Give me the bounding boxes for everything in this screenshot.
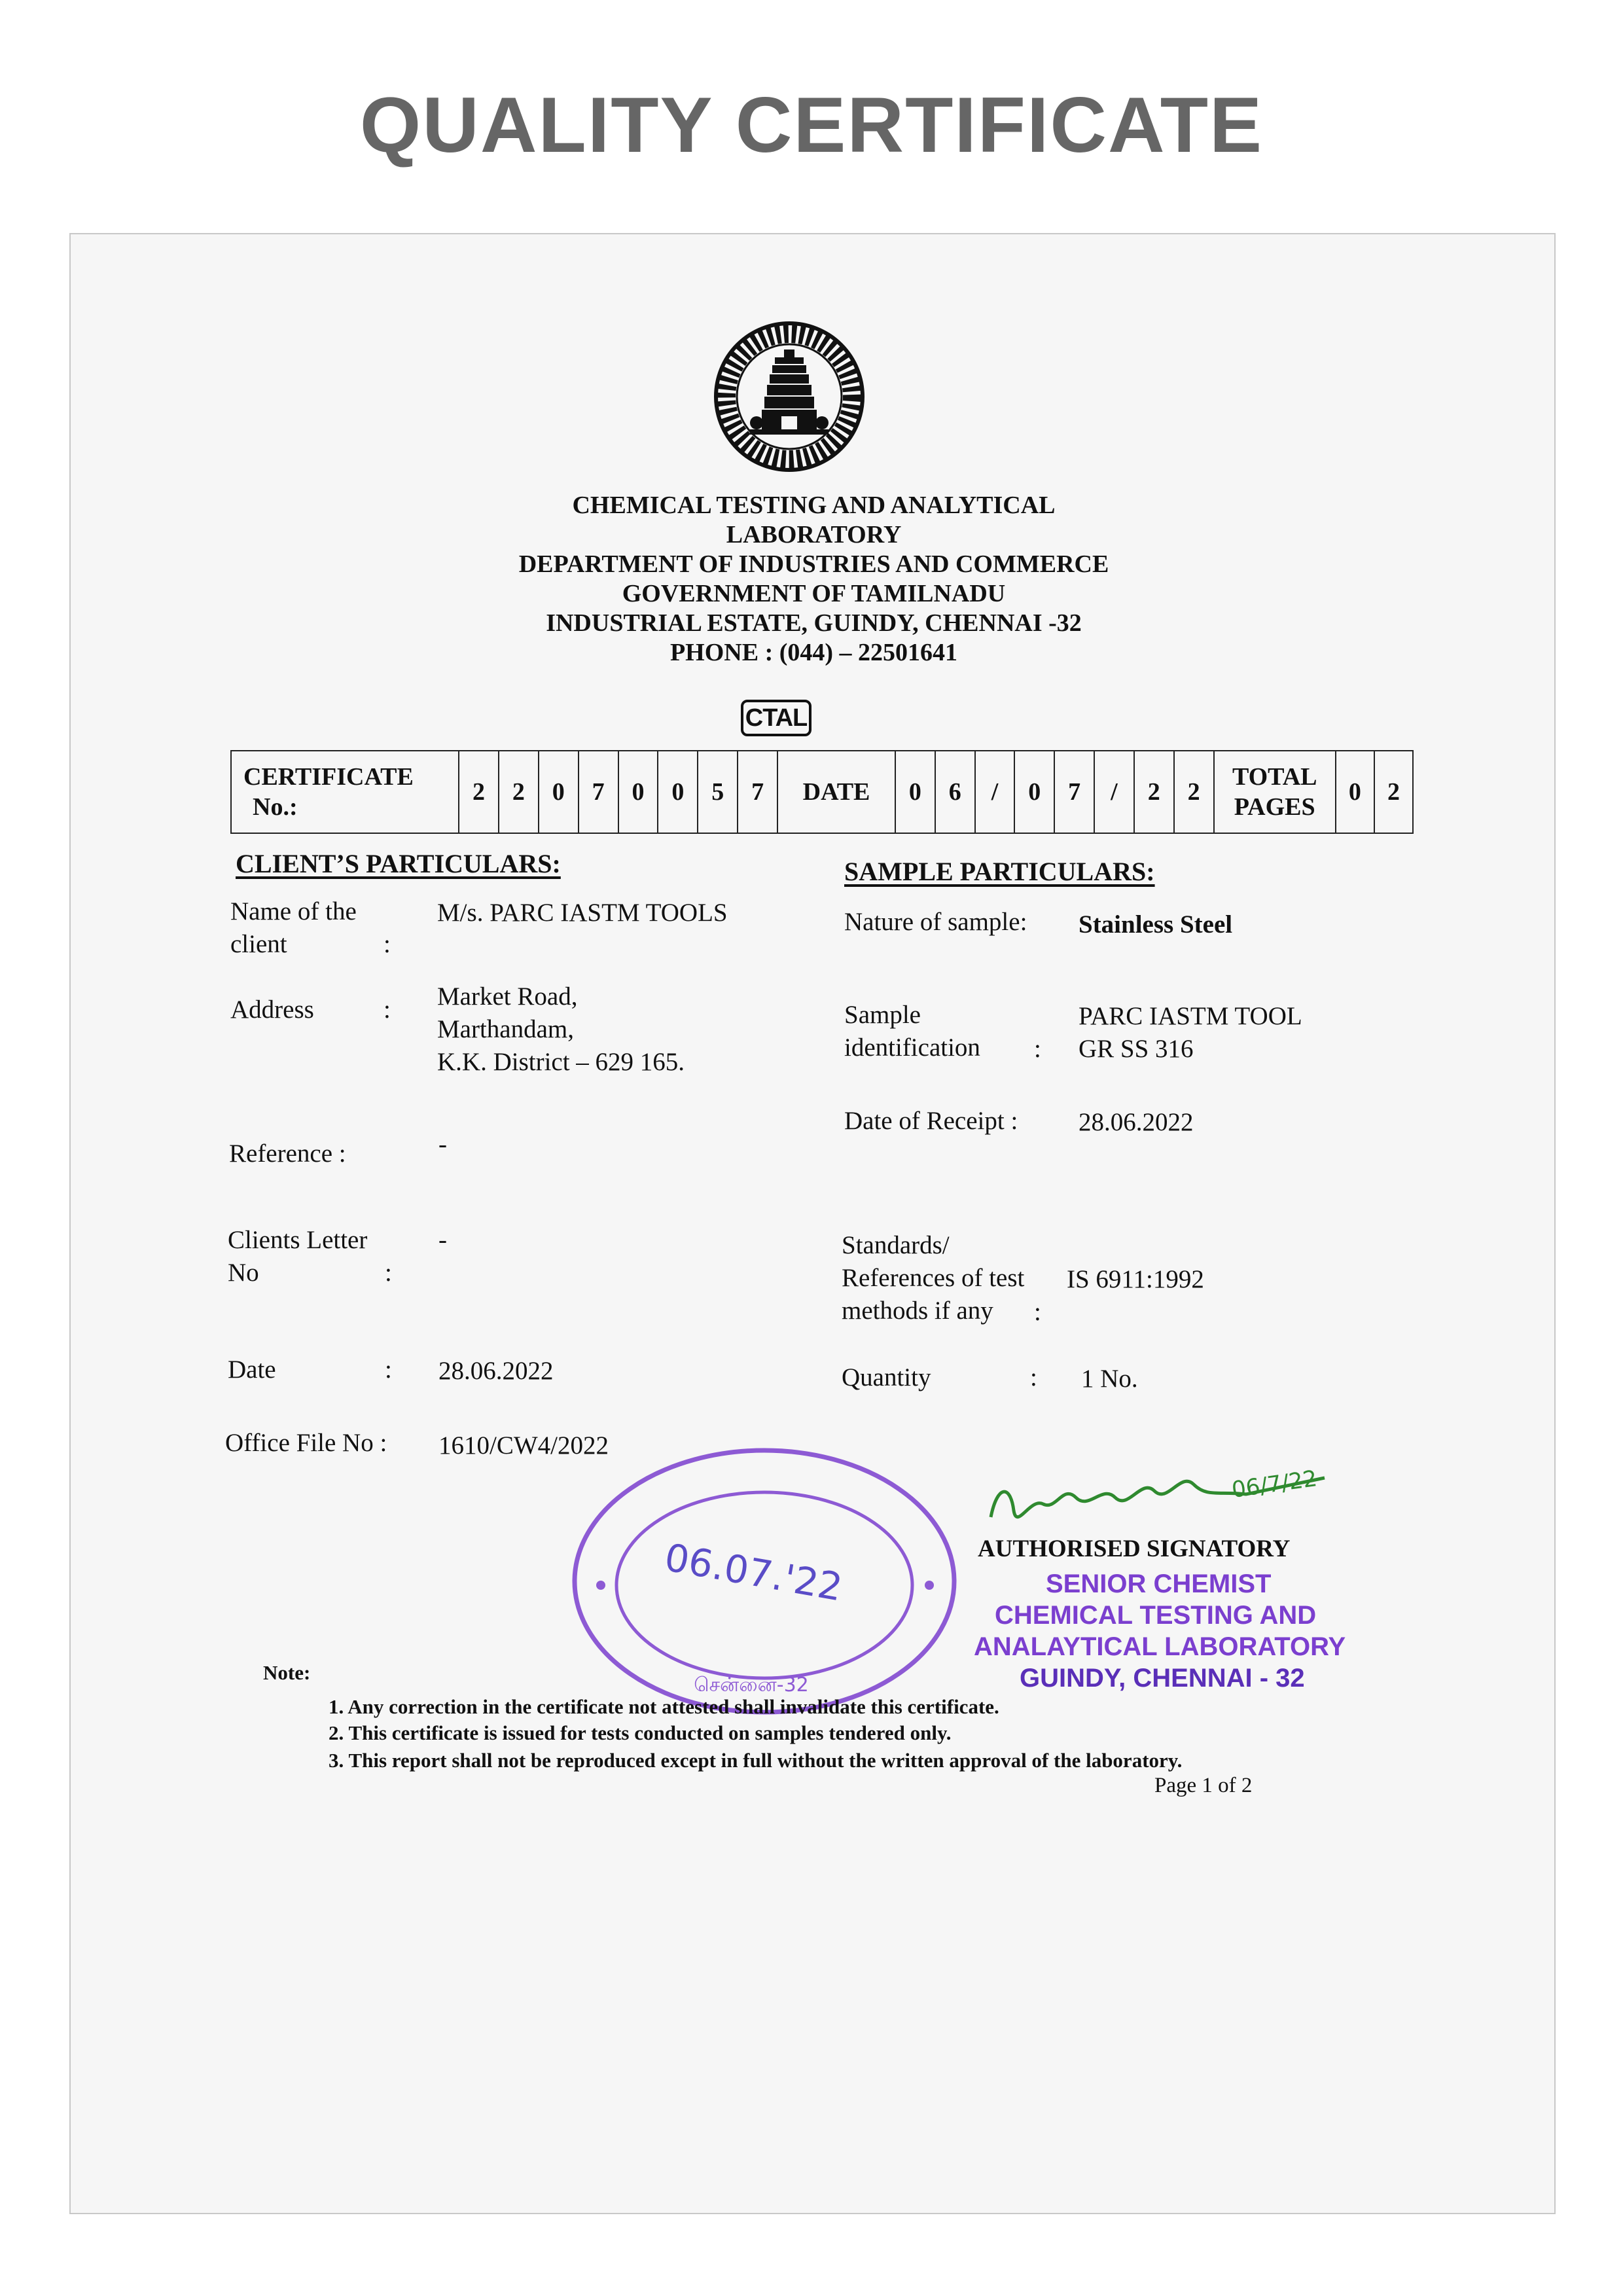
date-char: 6 bbox=[935, 751, 975, 833]
date-label: Date bbox=[228, 1355, 276, 1384]
sample-heading: SAMPLE PARTICULARS: bbox=[844, 857, 1155, 886]
designation-senior-chemist: SENIOR CHEMIST bbox=[1046, 1570, 1272, 1598]
date-char: / bbox=[975, 751, 1015, 833]
nature-label: Nature of sample: bbox=[844, 908, 1027, 936]
sample-identification-value: PARC IASTM TOOL bbox=[1079, 1002, 1302, 1030]
designation-location: GUINDY, CHENNAI - 32 bbox=[1020, 1664, 1305, 1693]
address-label: Address bbox=[230, 996, 314, 1024]
date-of-receipt-label: Date of Receipt : bbox=[844, 1107, 1018, 1135]
address-line: INDUSTRIAL ESTATE, GUINDY, CHENNAI -32 bbox=[546, 609, 1082, 637]
pages-digit: 0 bbox=[1336, 751, 1374, 833]
department-line: DEPARTMENT OF INDUSTRIES AND COMMERCE bbox=[518, 550, 1109, 578]
clients-letter-label: Clients Letter bbox=[228, 1226, 368, 1254]
quantity-value: 1 No. bbox=[1081, 1365, 1138, 1393]
sample-identification-label-2: identification bbox=[844, 1033, 980, 1062]
phone-line: PHONE : (044) – 22501641 bbox=[669, 639, 958, 666]
client-name-value: M/s. PARC IASTM TOOLS bbox=[437, 899, 728, 927]
note-label: Note: bbox=[263, 1661, 311, 1684]
sample-identification-label: Sample bbox=[844, 1001, 921, 1029]
lab-name-line1: CHEMICAL TESTING AND ANALYTICAL bbox=[572, 492, 1056, 519]
note-item: 1. Any correction in the certificate not attested shall invalidate this certificate. bbox=[329, 1695, 999, 1718]
government-line: GOVERNMENT OF TAMILNADU bbox=[622, 580, 1006, 607]
signature-scribble bbox=[984, 1458, 1351, 1537]
cert-digit: 7 bbox=[738, 751, 777, 833]
date-char: / bbox=[1094, 751, 1134, 833]
page-title: QUALITY CERTIFICATE bbox=[359, 81, 1264, 169]
colon: : bbox=[385, 1355, 392, 1384]
colon: : bbox=[1034, 1035, 1041, 1063]
quantity-label: Quantity bbox=[842, 1363, 931, 1391]
note-item: 2. This certificate is issued for tests conducted on samples tendered only. bbox=[329, 1721, 952, 1744]
date-char: 7 bbox=[1054, 751, 1094, 833]
authorised-signatory: AUTHORISED SIGNATORY bbox=[978, 1535, 1291, 1562]
signature-date: 06/7/22 bbox=[1230, 1465, 1319, 1503]
address-line-1: Market Road, bbox=[437, 982, 578, 1011]
address-line-3: K.K. District – 629 165. bbox=[437, 1048, 685, 1076]
cert-digit: 0 bbox=[539, 751, 579, 833]
reference-value: - bbox=[438, 1130, 447, 1158]
page-number: Page 1 of 2 bbox=[1154, 1774, 1253, 1797]
date-value: 28.06.2022 bbox=[438, 1357, 554, 1385]
clients-letter-value: - bbox=[438, 1226, 447, 1254]
cert-digit: 7 bbox=[579, 751, 618, 833]
ctal-logo: CTAL bbox=[741, 700, 812, 736]
date-char: 0 bbox=[1014, 751, 1054, 833]
designation-lab-line1: CHEMICAL TESTING AND bbox=[995, 1601, 1317, 1630]
tamil-nadu-emblem-icon bbox=[711, 318, 868, 475]
colon: : bbox=[385, 1259, 392, 1287]
colon: : bbox=[383, 930, 391, 958]
colon: : bbox=[1034, 1298, 1041, 1326]
certificate-scan bbox=[69, 233, 1556, 2214]
reference-label: Reference : bbox=[229, 1139, 346, 1168]
date-of-receipt-value: 28.06.2022 bbox=[1079, 1108, 1194, 1136]
address-line-2: Marthandam, bbox=[437, 1015, 575, 1043]
clients-letter-label-2: No bbox=[228, 1259, 259, 1287]
nature-value: Stainless Steel bbox=[1079, 910, 1233, 939]
cert-digit: 2 bbox=[499, 751, 539, 833]
certificate-number-label: CERTIFICATE No.: bbox=[231, 751, 459, 833]
colon: : bbox=[383, 996, 391, 1024]
client-name-label: Name of the bbox=[230, 897, 357, 925]
cert-digit: 0 bbox=[618, 751, 658, 833]
standards-label-3: methods if any bbox=[842, 1297, 993, 1325]
stamp-bottom-text: சென்னை-32 bbox=[694, 1674, 809, 1696]
standards-label: Standards/ bbox=[842, 1231, 950, 1259]
standards-label-2: References of test bbox=[842, 1264, 1025, 1292]
sample-identification-value-2: GR SS 316 bbox=[1079, 1035, 1194, 1063]
date-char: 0 bbox=[895, 751, 935, 833]
office-seal-stamp bbox=[555, 1431, 974, 1732]
total-pages-label: TOTAL PAGES bbox=[1214, 751, 1336, 833]
colon: : bbox=[1030, 1363, 1037, 1391]
lab-name-line2: LABORATORY bbox=[726, 521, 902, 548]
office-file-label: Office File No : bbox=[225, 1429, 387, 1457]
note-item: 3. This report shall not be reproduced except in full without the written approval of the laboratory. bbox=[329, 1749, 1183, 1772]
date-label: DATE bbox=[777, 751, 895, 833]
cert-digit: 0 bbox=[658, 751, 698, 833]
office-file-value: 1610/CW4/2022 bbox=[438, 1431, 609, 1460]
date-char: 2 bbox=[1134, 751, 1174, 833]
cert-digit: 5 bbox=[698, 751, 738, 833]
standards-value: IS 6911:1992 bbox=[1067, 1265, 1204, 1293]
certificate-number-table bbox=[230, 750, 1414, 834]
date-char: 2 bbox=[1174, 751, 1214, 833]
cert-digit: 2 bbox=[459, 751, 499, 833]
designation-lab-line2: ANALAYTICAL LABORATORY bbox=[974, 1632, 1346, 1661]
client-heading: CLIENT’S PARTICULARS: bbox=[236, 849, 561, 878]
client-name-label-2: client bbox=[230, 930, 287, 958]
stamp-handwritten-date: 06.07.'22 bbox=[661, 1535, 846, 1610]
pages-digit: 2 bbox=[1374, 751, 1413, 833]
